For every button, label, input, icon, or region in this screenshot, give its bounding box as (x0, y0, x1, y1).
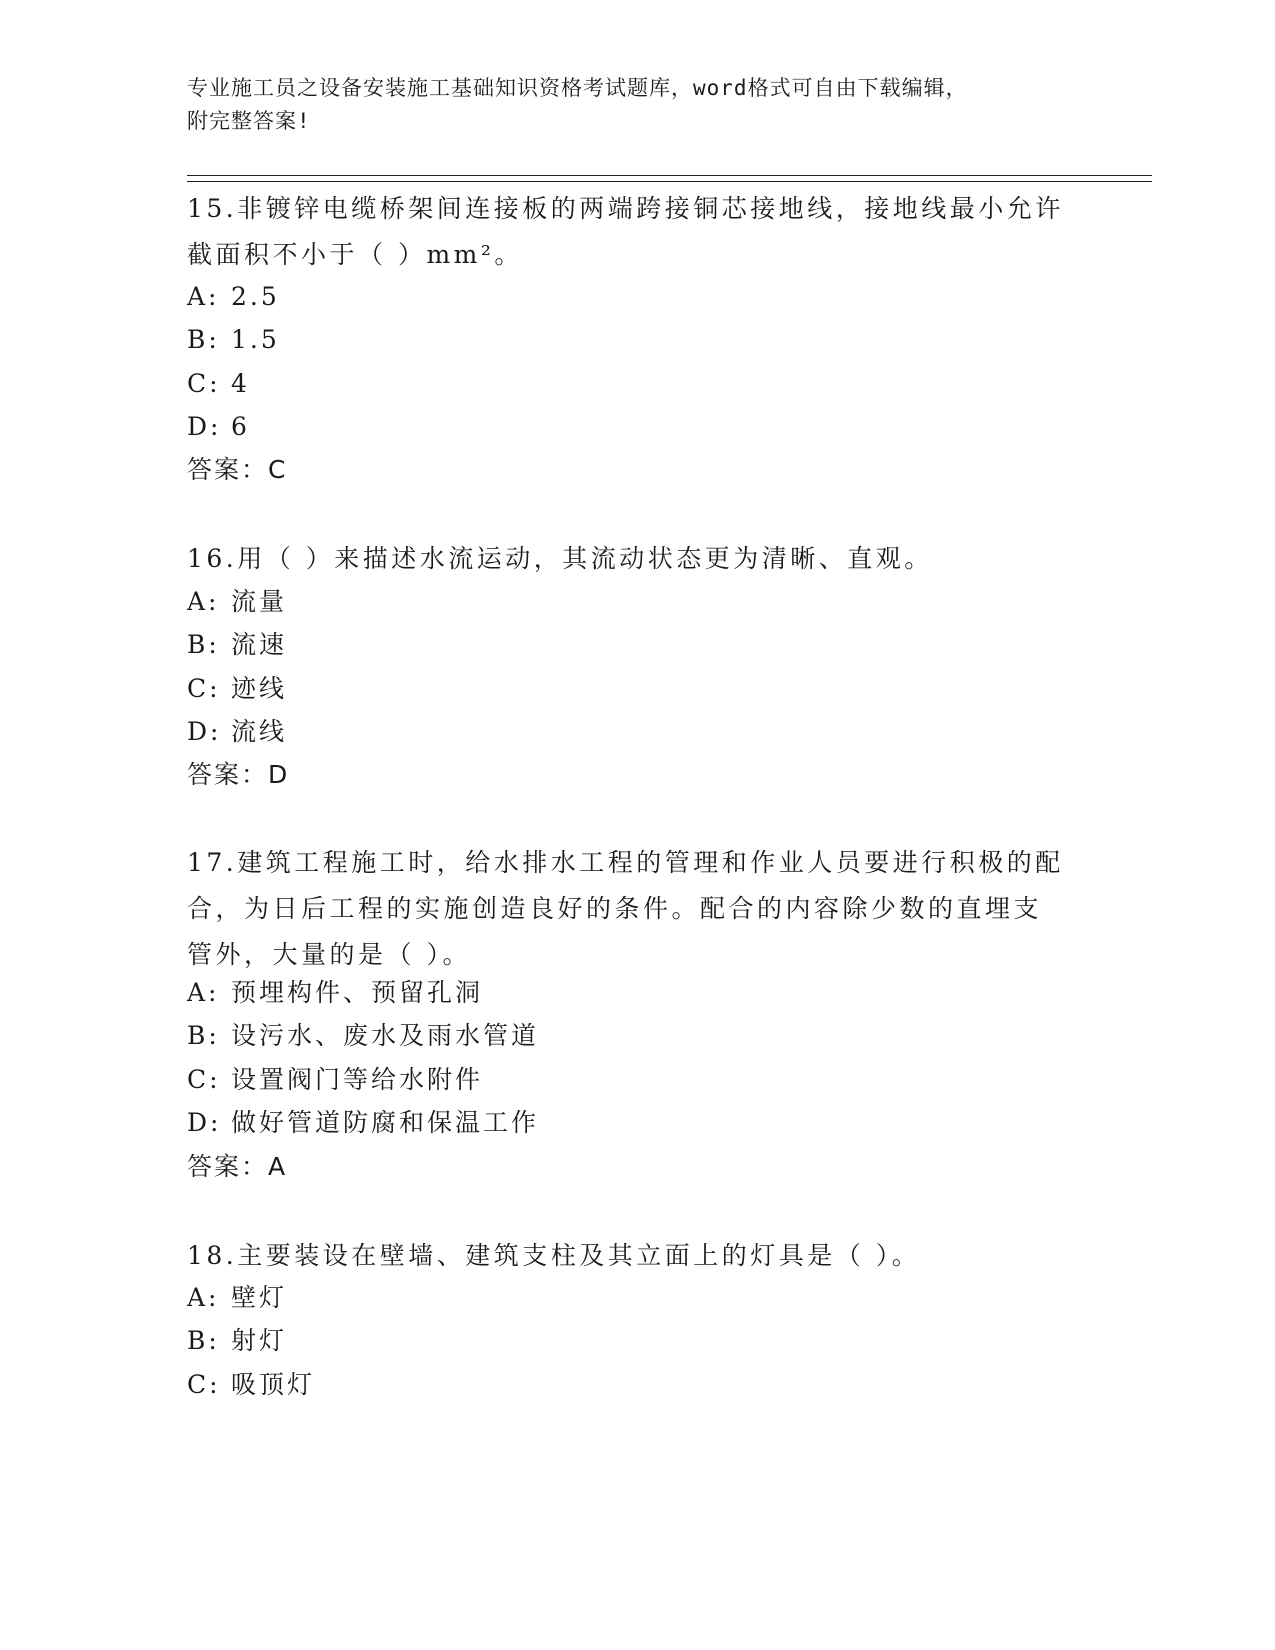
option-text: 迹线 (231, 674, 288, 703)
option-letter: C: (187, 1370, 221, 1399)
option-letter: A: (187, 282, 220, 311)
question-stem-line: 16.用（ ）来描述水流运动，其流动状态更为清晰、直观。 (187, 544, 933, 573)
question-18-option-c (187, 1368, 315, 1402)
question-16-option-d (187, 715, 287, 749)
question-stem-line: 15.非镀锌电缆桥架间连接板的两端跨接铜芯接地线，接地线最小允许 (187, 194, 1064, 223)
question-15-option-b (187, 323, 280, 357)
option-letter: C: (187, 1065, 221, 1094)
option-text: 流速 (231, 630, 288, 659)
option-text: 壁灯 (231, 1283, 288, 1312)
question-17-option-a (187, 976, 483, 1010)
option-text: 流量 (231, 587, 288, 616)
question-16-answer: 答案：D (187, 760, 290, 789)
question-stem-line: 17.建筑工程施工时，给水排水工程的管理和作业人员要进行积极的配 (187, 848, 1064, 877)
document-header (187, 72, 1087, 138)
option-letter: D: (187, 412, 222, 441)
question-17-option-b (187, 1019, 539, 1053)
option-letter: B: (187, 1021, 220, 1050)
question-18-stem (187, 1233, 1107, 1279)
option-text: 6 (231, 412, 250, 441)
option-text: 做好管道防腐和保温工作 (231, 1108, 540, 1137)
question-15-option-c (187, 367, 250, 401)
question-stem-line: 管外，大量的是（ ）。 (187, 940, 471, 969)
question-17-stem (187, 840, 1107, 978)
question-18-option-a (187, 1281, 287, 1315)
option-text: 1.5 (231, 325, 280, 354)
option-letter: B: (187, 630, 220, 659)
question-15-answer: 答案：C (187, 455, 288, 484)
question-stem-line: 截面积不小于（ ）mm²。 (187, 240, 523, 269)
question-17-answer: 答案：A (187, 1152, 288, 1181)
question-stem-line: 合，为日后工程的实施创造良好的条件。配合的内容除少数的直埋支 (187, 894, 1043, 923)
header-line-1: 专业施工员之设备安装施工基础知识资格考试题库，word格式可自由下载编辑， (187, 76, 968, 100)
option-text: 吸顶灯 (231, 1370, 316, 1399)
option-text: 2.5 (231, 282, 280, 311)
question-15-option-a (187, 280, 280, 314)
header-line-2: 附完整答案! (187, 109, 311, 133)
option-letter: B: (187, 325, 220, 354)
header-divider-top (187, 175, 1152, 176)
question-stem-line: 18.主要装设在壁墙、建筑支柱及其立面上的灯具是（ ）。 (187, 1241, 921, 1270)
option-letter: D: (187, 717, 222, 746)
option-letter: B: (187, 1326, 220, 1355)
option-letter: A: (187, 1283, 220, 1312)
question-17-option-d (187, 1106, 539, 1140)
question-17-option-c (187, 1063, 483, 1097)
option-letter: D: (187, 1108, 222, 1137)
question-16-stem (187, 536, 1107, 582)
option-text: 流线 (231, 717, 288, 746)
question-16-option-b (187, 628, 287, 662)
option-letter: A: (187, 978, 220, 1007)
option-text: 预埋构件、预留孔洞 (231, 978, 484, 1007)
question-16-option-c (187, 672, 287, 706)
option-text: 射灯 (231, 1326, 288, 1355)
option-letter: C: (187, 674, 221, 703)
option-text: 设污水、废水及雨水管道 (231, 1021, 540, 1050)
question-15-stem (187, 186, 1107, 278)
option-letter: C: (187, 369, 221, 398)
option-text: 4 (231, 369, 250, 398)
option-letter: A: (187, 587, 220, 616)
question-16-option-a (187, 585, 287, 619)
question-15-option-d (187, 410, 250, 444)
header-divider-bottom (187, 181, 1152, 182)
question-18-option-b (187, 1324, 287, 1358)
option-text: 设置阀门等给水附件 (231, 1065, 484, 1094)
